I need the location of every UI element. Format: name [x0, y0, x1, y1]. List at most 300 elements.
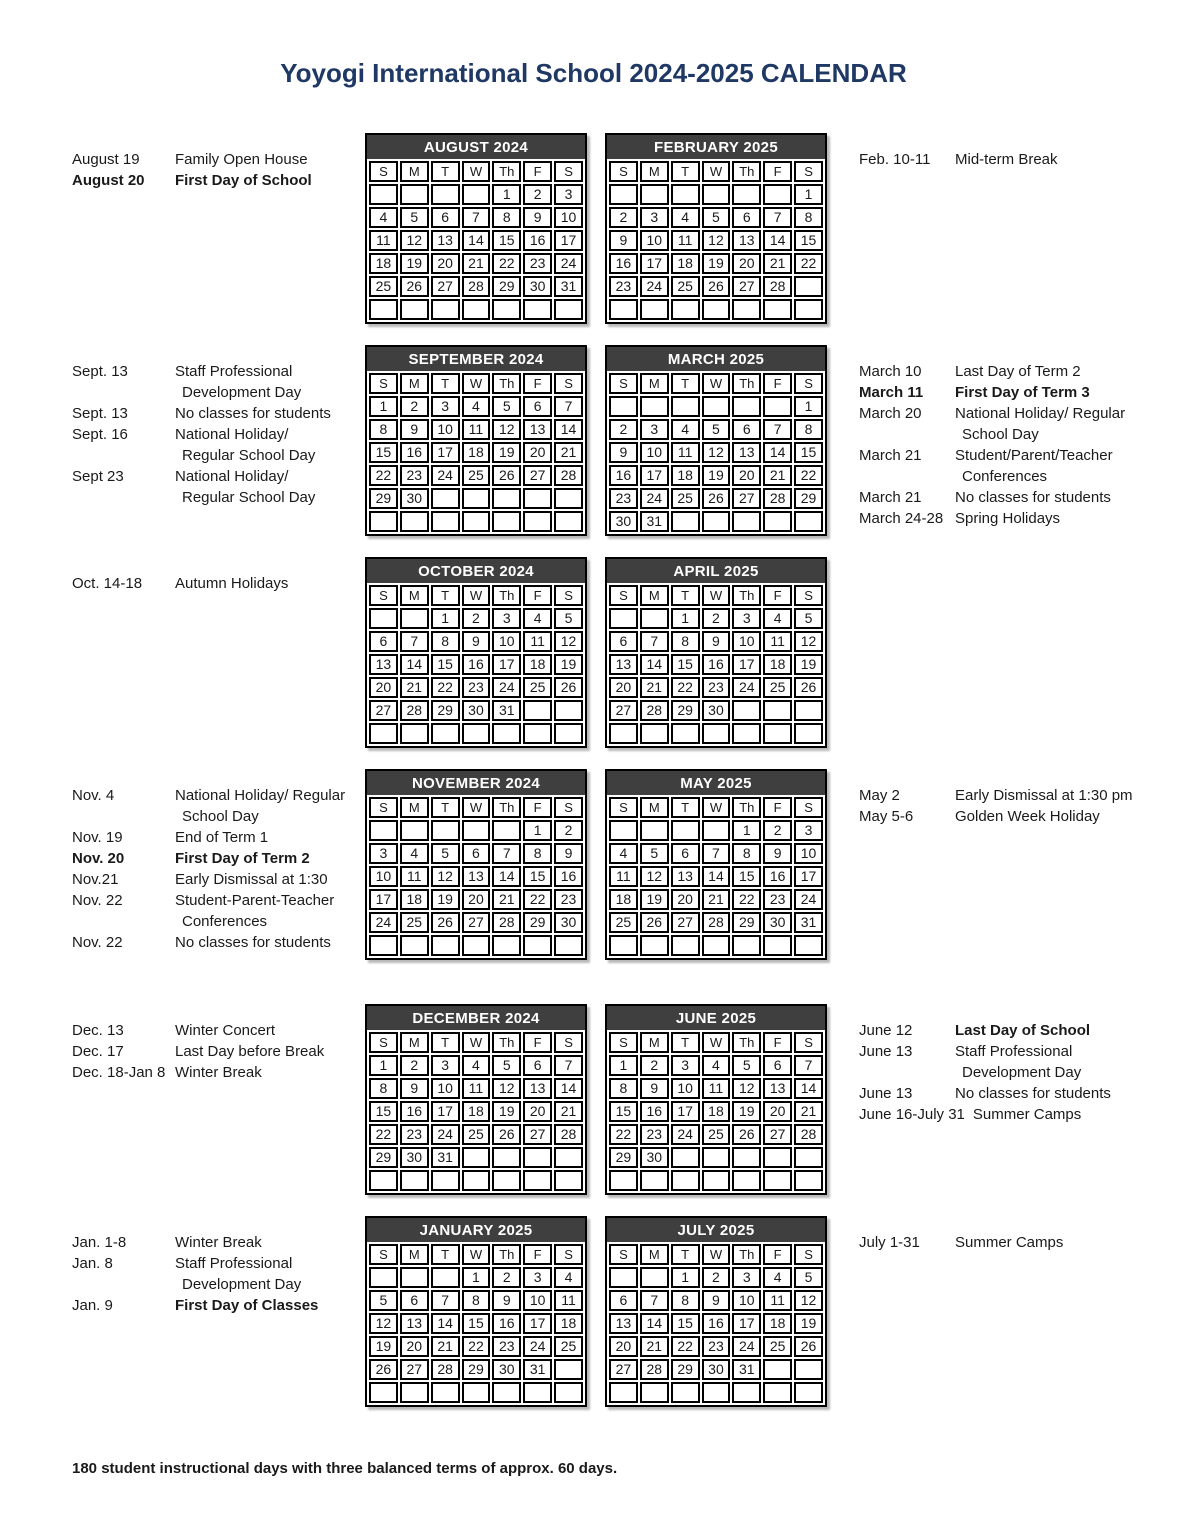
event-date: Dec. 18-Jan 8 — [72, 1064, 166, 1081]
day-cell: 1 — [369, 396, 398, 417]
day-cell: 5 — [400, 207, 429, 228]
week-row — [609, 1336, 823, 1357]
day-cell: 26 — [400, 276, 429, 297]
day-cell: 5 — [554, 608, 583, 629]
day-cell — [732, 299, 761, 320]
weekday-header-cell: W — [702, 797, 731, 818]
right-notes — [843, 557, 1187, 573]
weekday-header-cell: S — [554, 585, 583, 606]
calendar-grid — [0, 133, 1187, 1428]
day-cell: 17 — [794, 866, 823, 887]
event-description-line: Development Day — [182, 384, 302, 401]
week-row — [609, 488, 823, 509]
day-cell: 3 — [732, 608, 761, 629]
event-description-line: No classes for students — [175, 405, 331, 422]
day-cell: 7 — [400, 631, 429, 652]
event-description-line: National Holiday/ Regular — [175, 787, 346, 804]
month-grid — [367, 583, 585, 746]
day-cell: 3 — [523, 1267, 552, 1288]
event-description — [175, 1020, 351, 1041]
weekday-header-cell: F — [763, 161, 792, 182]
weekday-header-cell: M — [400, 373, 429, 394]
event-note — [72, 424, 351, 466]
week-row — [369, 912, 583, 933]
day-cell: 3 — [640, 207, 669, 228]
day-cell: 16 — [462, 654, 491, 675]
day-cell: 9 — [554, 843, 583, 864]
event-description — [175, 573, 351, 594]
month-title: MAY 2025 — [607, 771, 825, 795]
day-cell: 26 — [492, 465, 521, 486]
day-cell — [702, 1147, 731, 1168]
event-date: Jan. 9 — [72, 1297, 113, 1314]
day-cell — [369, 935, 398, 956]
day-cell: 20 — [369, 677, 398, 698]
month-row — [0, 1216, 1187, 1428]
day-cell: 14 — [554, 1078, 583, 1099]
weekday-header-cell: F — [523, 797, 552, 818]
day-cell: 11 — [462, 1078, 491, 1099]
event-date: March 21 — [859, 489, 922, 506]
day-cell — [671, 511, 700, 532]
day-cell: 7 — [794, 1055, 823, 1076]
day-cell: 3 — [732, 1267, 761, 1288]
day-cell — [523, 1382, 552, 1403]
day-cell — [609, 1170, 638, 1191]
day-cell: 27 — [523, 465, 552, 486]
week-row — [369, 1170, 583, 1191]
day-cell: 20 — [400, 1336, 429, 1357]
day-cell: 2 — [640, 1055, 669, 1076]
left-notes — [0, 345, 365, 508]
day-cell: 28 — [400, 700, 429, 721]
week-row — [369, 1290, 583, 1311]
day-cell: 22 — [671, 677, 700, 698]
day-cell: 22 — [794, 465, 823, 486]
week-row — [369, 1078, 583, 1099]
weekday-header-cell: S — [369, 585, 398, 606]
week-row — [609, 299, 823, 320]
day-cell — [609, 820, 638, 841]
weekday-header-cell: F — [763, 585, 792, 606]
day-cell — [763, 723, 792, 744]
day-cell: 5 — [702, 419, 731, 440]
day-cell: 6 — [609, 1290, 638, 1311]
day-cell — [702, 1382, 731, 1403]
day-cell: 30 — [640, 1147, 669, 1168]
day-cell: 9 — [609, 230, 638, 251]
event-date: Nov.21 — [72, 871, 119, 888]
day-cell: 8 — [794, 207, 823, 228]
weekday-header-row — [609, 373, 823, 394]
month-block — [605, 1004, 843, 1195]
day-cell: 15 — [794, 442, 823, 463]
weekday-header-cell: S — [609, 1032, 638, 1053]
day-cell: 31 — [794, 912, 823, 933]
day-cell: 9 — [609, 442, 638, 463]
weekday-header-cell: T — [671, 1244, 700, 1265]
day-cell: 15 — [794, 230, 823, 251]
event-description-line: Development Day — [182, 1276, 302, 1293]
month-grid — [607, 159, 825, 322]
day-cell: 9 — [400, 419, 429, 440]
weekday-header-cell: T — [431, 1032, 460, 1053]
day-cell: 7 — [462, 207, 491, 228]
event-description-line: Early Dismissal at 1:30 — [175, 871, 328, 888]
event-note — [859, 1104, 1179, 1125]
day-cell: 23 — [400, 465, 429, 486]
day-cell: 18 — [671, 253, 700, 274]
day-cell — [554, 488, 583, 509]
week-row — [609, 677, 823, 698]
day-cell: 25 — [763, 677, 792, 698]
day-cell — [609, 299, 638, 320]
day-cell — [702, 820, 731, 841]
day-cell — [794, 1147, 823, 1168]
day-cell: 17 — [492, 654, 521, 675]
day-cell — [369, 608, 398, 629]
week-row — [609, 1382, 823, 1403]
day-cell: 2 — [702, 608, 731, 629]
day-cell: 28 — [492, 912, 521, 933]
event-description — [175, 170, 351, 191]
day-cell: 31 — [523, 1359, 552, 1380]
event-description-line: Regular School Day — [182, 447, 316, 464]
day-cell: 10 — [671, 1078, 700, 1099]
day-cell: 15 — [431, 654, 460, 675]
month-row — [0, 557, 1187, 769]
day-cell: 5 — [794, 608, 823, 629]
day-cell: 21 — [702, 889, 731, 910]
day-cell: 24 — [732, 1336, 761, 1357]
event-date: June 12 — [859, 1022, 913, 1039]
day-cell: 2 — [609, 207, 638, 228]
day-cell: 4 — [671, 207, 700, 228]
day-cell — [794, 935, 823, 956]
day-cell — [462, 723, 491, 744]
day-cell — [492, 1147, 521, 1168]
week-row — [369, 419, 583, 440]
day-cell: 15 — [671, 1313, 700, 1334]
month-calendar — [605, 345, 827, 536]
day-cell — [462, 1147, 491, 1168]
weekday-header-row — [609, 161, 823, 182]
event-description — [955, 487, 1179, 508]
week-row — [609, 1055, 823, 1076]
week-row — [369, 299, 583, 320]
day-cell — [640, 1382, 669, 1403]
day-cell: 27 — [763, 1124, 792, 1145]
event-note — [72, 1041, 351, 1062]
weekday-header-cell: S — [609, 161, 638, 182]
day-cell — [763, 1359, 792, 1380]
weekday-header-cell: W — [462, 161, 491, 182]
event-description — [175, 1295, 351, 1316]
month-block — [605, 769, 843, 960]
day-cell: 3 — [554, 184, 583, 205]
day-cell — [640, 608, 669, 629]
week-row — [609, 442, 823, 463]
day-cell: 16 — [400, 442, 429, 463]
day-cell: 5 — [794, 1267, 823, 1288]
week-row — [369, 723, 583, 744]
event-description — [955, 149, 1179, 170]
week-row — [369, 184, 583, 205]
event-description-line: Conferences — [962, 468, 1048, 485]
day-cell: 20 — [462, 889, 491, 910]
day-cell: 28 — [794, 1124, 823, 1145]
day-cell: 22 — [794, 253, 823, 274]
day-cell: 11 — [763, 631, 792, 652]
event-description-line: National Holiday/ — [175, 468, 289, 485]
day-cell: 5 — [492, 1055, 521, 1076]
day-cell: 30 — [763, 912, 792, 933]
day-cell — [462, 1170, 491, 1191]
week-row — [609, 253, 823, 274]
day-cell — [431, 723, 460, 744]
weekday-header-cell: S — [369, 1244, 398, 1265]
event-note — [859, 403, 1179, 445]
week-row — [609, 419, 823, 440]
event-date: June 13 — [859, 1085, 913, 1102]
day-cell — [671, 1382, 700, 1403]
week-row — [609, 912, 823, 933]
day-cell — [400, 723, 429, 744]
day-cell: 22 — [462, 1336, 491, 1357]
left-notes — [0, 1004, 365, 1083]
event-description-line: Regular School Day — [182, 489, 316, 506]
day-cell: 21 — [492, 889, 521, 910]
day-cell: 9 — [462, 631, 491, 652]
day-cell — [794, 1170, 823, 1191]
weekday-header-cell: F — [523, 1032, 552, 1053]
day-cell: 12 — [702, 230, 731, 251]
week-row — [609, 1290, 823, 1311]
day-cell: 26 — [702, 488, 731, 509]
week-row — [609, 1170, 823, 1191]
week-row — [609, 631, 823, 652]
event-description-line: Development Day — [962, 1064, 1082, 1081]
week-row — [369, 1055, 583, 1076]
event-description-line: Student/Parent/Teacher — [955, 447, 1113, 464]
day-cell: 23 — [702, 677, 731, 698]
weekday-header-row — [609, 585, 823, 606]
day-cell: 27 — [400, 1359, 429, 1380]
weekday-header-cell: S — [794, 797, 823, 818]
day-cell: 14 — [400, 654, 429, 675]
day-cell — [609, 396, 638, 417]
day-cell: 2 — [763, 820, 792, 841]
month-block — [605, 557, 843, 748]
day-cell: 16 — [609, 465, 638, 486]
day-cell: 1 — [369, 1055, 398, 1076]
weekday-header-cell: S — [554, 161, 583, 182]
day-cell: 11 — [369, 230, 398, 251]
day-cell — [431, 1170, 460, 1191]
day-cell: 3 — [640, 419, 669, 440]
day-cell — [523, 511, 552, 532]
day-cell: 12 — [794, 1290, 823, 1311]
day-cell: 10 — [369, 866, 398, 887]
weekday-header-cell: S — [609, 585, 638, 606]
day-cell: 21 — [431, 1336, 460, 1357]
day-cell: 6 — [609, 631, 638, 652]
week-row — [609, 230, 823, 251]
day-cell: 10 — [640, 230, 669, 251]
day-cell: 13 — [671, 866, 700, 887]
event-date: Dec. 13 — [72, 1022, 124, 1039]
day-cell: 1 — [431, 608, 460, 629]
day-cell: 4 — [763, 608, 792, 629]
day-cell — [671, 820, 700, 841]
day-cell: 18 — [554, 1313, 583, 1334]
day-cell — [640, 184, 669, 205]
week-row — [369, 608, 583, 629]
weekday-header-cell: Th — [732, 373, 761, 394]
day-cell: 23 — [640, 1124, 669, 1145]
day-cell — [523, 1170, 552, 1191]
day-cell: 1 — [492, 184, 521, 205]
day-cell: 19 — [492, 442, 521, 463]
event-description-line: Summer Camps — [955, 1234, 1064, 1251]
day-cell: 17 — [523, 1313, 552, 1334]
day-cell: 2 — [609, 419, 638, 440]
day-cell — [732, 700, 761, 721]
day-cell: 10 — [431, 419, 460, 440]
day-cell — [609, 723, 638, 744]
day-cell: 8 — [431, 631, 460, 652]
day-cell: 17 — [369, 889, 398, 910]
event-description — [175, 827, 351, 848]
day-cell: 30 — [554, 912, 583, 933]
event-date: May 5-6 — [859, 808, 914, 825]
day-cell: 9 — [640, 1078, 669, 1099]
event-description-line: Staff Professional — [955, 1043, 1073, 1060]
day-cell: 29 — [609, 1147, 638, 1168]
day-cell: 25 — [400, 912, 429, 933]
day-cell: 13 — [609, 1313, 638, 1334]
event-description — [955, 382, 1179, 403]
event-date: Oct. 14-18 — [72, 575, 143, 592]
right-notes — [843, 1004, 1187, 1125]
weekday-header-row — [369, 161, 583, 182]
day-cell: 9 — [400, 1078, 429, 1099]
day-cell: 18 — [671, 465, 700, 486]
day-cell: 18 — [369, 253, 398, 274]
weekday-header-cell: W — [702, 1032, 731, 1053]
day-cell: 25 — [462, 465, 491, 486]
day-cell — [640, 935, 669, 956]
event-description-line: National Holiday/ Regular — [955, 405, 1126, 422]
day-cell: 17 — [640, 465, 669, 486]
event-date: March 10 — [859, 363, 922, 380]
right-notes — [843, 1216, 1187, 1253]
month-title: FEBRUARY 2025 — [607, 135, 825, 159]
day-cell: 1 — [794, 396, 823, 417]
event-date: March 20 — [859, 405, 922, 422]
day-cell: 26 — [732, 1124, 761, 1145]
day-cell — [732, 1147, 761, 1168]
day-cell: 1 — [609, 1055, 638, 1076]
day-cell — [640, 723, 669, 744]
day-cell: 30 — [702, 1359, 731, 1380]
day-cell: 30 — [400, 488, 429, 509]
day-cell: 17 — [554, 230, 583, 251]
day-cell: 19 — [400, 253, 429, 274]
day-cell: 2 — [400, 1055, 429, 1076]
day-cell: 26 — [794, 677, 823, 698]
day-cell: 7 — [640, 1290, 669, 1311]
event-description — [175, 403, 351, 424]
day-cell: 24 — [732, 677, 761, 698]
weekday-header-cell: T — [431, 373, 460, 394]
event-description — [973, 1104, 1179, 1125]
day-cell — [702, 935, 731, 956]
day-cell — [492, 1170, 521, 1191]
event-description-line: First Day of Classes — [175, 1297, 319, 1314]
event-description-line: First Day of Term 2 — [175, 850, 310, 867]
weekday-header-cell: F — [763, 1244, 792, 1265]
event-note — [859, 445, 1179, 487]
weekday-header-cell: S — [609, 797, 638, 818]
day-cell: 29 — [431, 700, 460, 721]
week-row — [609, 511, 823, 532]
day-cell: 30 — [609, 511, 638, 532]
day-cell: 31 — [492, 700, 521, 721]
day-cell: 20 — [732, 253, 761, 274]
day-cell — [732, 511, 761, 532]
month-block — [365, 769, 605, 960]
day-cell: 15 — [492, 230, 521, 251]
day-cell — [702, 511, 731, 532]
weekday-header-cell: T — [431, 585, 460, 606]
month-row — [0, 345, 1187, 557]
day-cell: 4 — [400, 843, 429, 864]
day-cell: 2 — [702, 1267, 731, 1288]
day-cell — [523, 299, 552, 320]
event-note — [72, 1020, 351, 1041]
event-note — [72, 170, 351, 191]
day-cell: 1 — [794, 184, 823, 205]
day-cell: 14 — [640, 1313, 669, 1334]
day-cell: 6 — [732, 419, 761, 440]
weekday-header-cell: W — [462, 797, 491, 818]
event-date: Sept 23 — [72, 468, 124, 485]
day-cell: 28 — [431, 1359, 460, 1380]
event-description-line: Last Day of School — [955, 1022, 1091, 1039]
week-row — [609, 276, 823, 297]
day-cell — [462, 820, 491, 841]
month-calendar — [365, 1216, 587, 1407]
event-date: August 19 — [72, 151, 140, 168]
event-description — [955, 403, 1179, 445]
weekday-header-cell: W — [462, 1244, 491, 1265]
day-cell — [431, 184, 460, 205]
week-row — [369, 820, 583, 841]
weekday-header-cell: Th — [732, 161, 761, 182]
day-cell: 13 — [732, 442, 761, 463]
day-cell: 1 — [462, 1267, 491, 1288]
day-cell — [431, 299, 460, 320]
week-row — [369, 935, 583, 956]
day-cell: 28 — [763, 276, 792, 297]
day-cell — [794, 511, 823, 532]
day-cell: 13 — [431, 230, 460, 251]
day-cell: 6 — [462, 843, 491, 864]
day-cell: 19 — [369, 1336, 398, 1357]
day-cell — [732, 723, 761, 744]
event-description-line: Student-Parent-Teacher — [175, 892, 335, 909]
